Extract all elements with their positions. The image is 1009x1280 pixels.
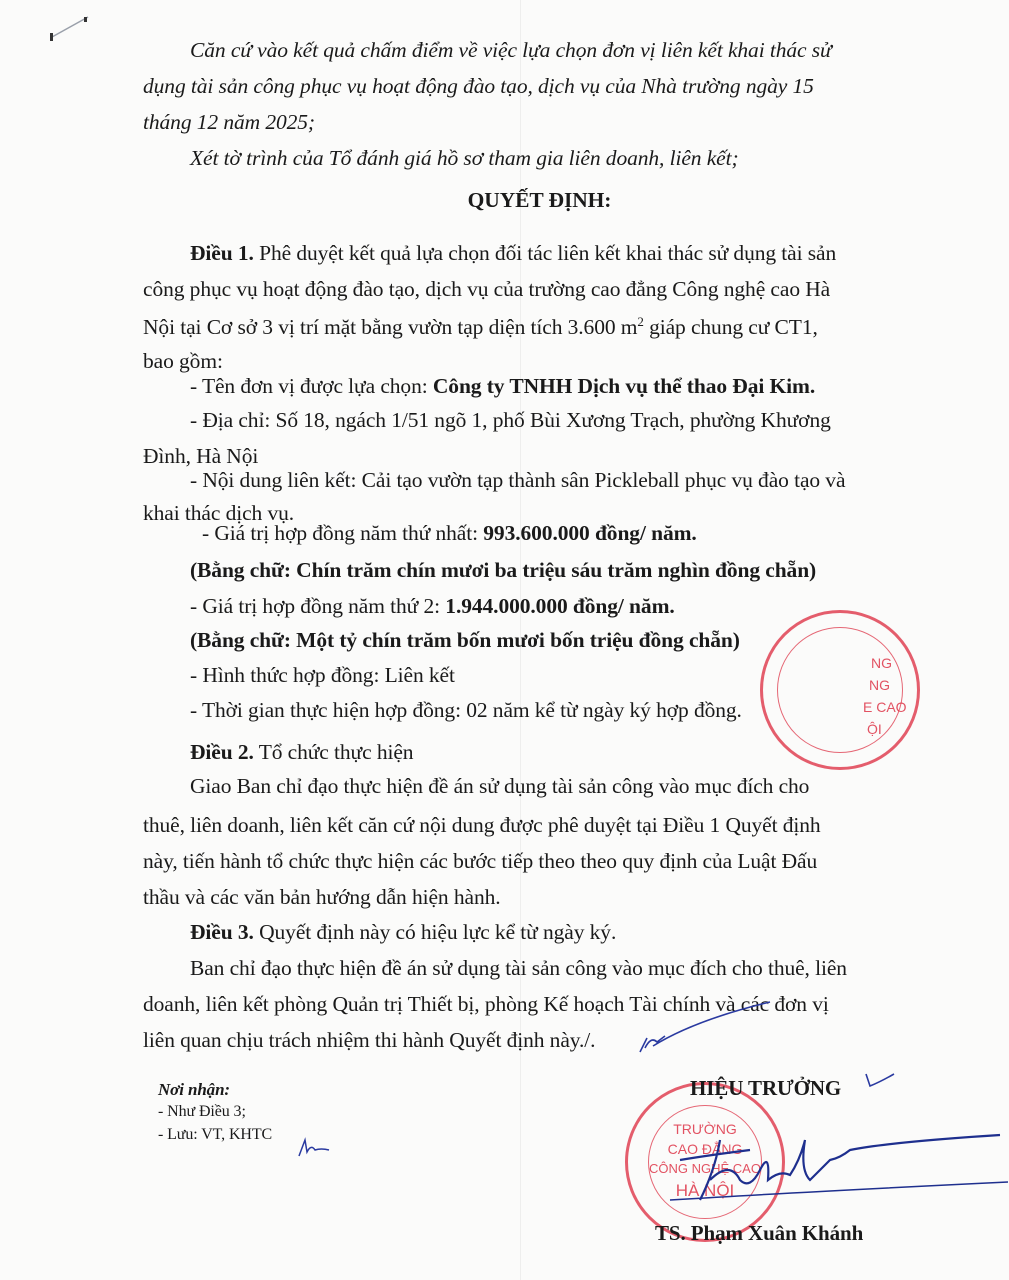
stamp-text: TRƯỜNG bbox=[673, 1121, 737, 1137]
stamp-text: NG bbox=[869, 677, 890, 693]
recipient-initial-icon bbox=[295, 1132, 335, 1160]
selected-unit-value: Công ty TNHH Dịch vụ thể thao Đại Kim. bbox=[432, 374, 816, 398]
value-year-1-words: (Bằng chữ: Chín trăm chín mươi ba triệu sáu trăm nghìn đồng chẵn) bbox=[190, 558, 817, 582]
value-year-1-label: - Giá trị hợp đồng năm thứ nhất: bbox=[202, 521, 484, 545]
article-1-text: Phê duyệt kết quả lựa chọn đối tác liên kết khai thác sử dụng tài sản bbox=[253, 241, 837, 265]
article-3-title: Quyết định này có hiệu lực kể từ ngày ký. bbox=[253, 920, 617, 944]
stamp-text: HÀ NỘI bbox=[675, 1181, 735, 1200]
address-line-1: - Địa chỉ: Số 18, ngách 1/51 ngõ 1, phố Bùi Xương Trạch, phường Khương bbox=[190, 408, 831, 432]
initial-mark-icon bbox=[635, 1000, 775, 1060]
preamble-line-2: dụng tài sản công phục vụ hoạt động đào tạo, dịch vụ của Nhà trường ngày 15 bbox=[143, 74, 814, 98]
contract-duration: - Thời gian thực hiện hợp đồng: 02 năm kể từ ngày ký hợp đồng. bbox=[190, 698, 742, 722]
content-line-1: - Nội dung liên kết: Cải tạo vườn tạp thành sân Pickleball phục vụ đào tạo và bbox=[190, 468, 846, 492]
article-2-line-2: thuê, liên doanh, liên kết căn cứ nội dung được phê duyệt tại Điều 1 Quyết định bbox=[143, 813, 821, 837]
recipients-title: Nơi nhận: bbox=[158, 1080, 230, 1099]
selected-unit-line bbox=[190, 376, 815, 398]
preamble-line-3: tháng 12 năm 2025; bbox=[143, 110, 315, 134]
stamp-mask bbox=[0, 600, 862, 780]
area-unit-superscript: 2 bbox=[637, 314, 644, 329]
stamp-text: E CAO bbox=[863, 699, 907, 715]
signer-name: TS. Phạm Xuân Khánh bbox=[655, 1221, 864, 1245]
article-1-line-3a: Nội tại Cơ sở 3 vị trí mặt bằng vườn tạp diện tích 3.600 m bbox=[143, 315, 638, 339]
decision-heading: QUYẾT ĐỊNH: bbox=[467, 188, 612, 212]
selected-unit-label: - Tên đơn vị được lựa chọn: bbox=[190, 374, 433, 398]
article-1-line-1 bbox=[190, 243, 836, 265]
signature-tick-icon bbox=[860, 1060, 900, 1090]
value-year-1: 993.600.000 đồng/ năm. bbox=[483, 521, 697, 545]
recipient-item: - Như Điều 3; bbox=[158, 1103, 246, 1120]
article-2-title-line bbox=[190, 742, 413, 764]
recipient-item: - Lưu: VT, KHTC bbox=[158, 1126, 273, 1143]
preamble-line-1: Căn cứ vào kết quả chấm điểm về việc lựa chọn đơn vị liên kết khai thác sử bbox=[190, 38, 832, 62]
article-3-line-3: liên quan chịu trách nhiệm thi hành Quyết định này./. bbox=[143, 1028, 596, 1052]
article-3-title-line bbox=[190, 922, 616, 944]
article-3-label: Điều 3. bbox=[190, 920, 254, 944]
value-year-2-label: - Giá trị hợp đồng năm thứ 2: bbox=[190, 594, 446, 618]
stamp-text: CAO ĐẲNG bbox=[667, 1141, 743, 1157]
preamble-line-4: Xét tờ trình của Tổ đánh giá hồ sơ tham gia liên doanh, liên kết; bbox=[190, 146, 739, 170]
stamp-text: CÔNG NGHỆ CAO bbox=[649, 1161, 761, 1176]
article-2-line-3: này, tiến hành tổ chức thực hiện các bước tiếp theo theo quy định của Luật Đấu bbox=[143, 849, 818, 873]
article-3-line-1: Ban chỉ đạo thực hiện đề án sử dụng tài sản công vào mục đích cho thuê, liên bbox=[190, 956, 847, 980]
article-1-label: Điều 1. bbox=[190, 241, 254, 265]
article-1-line-4: bao gồm: bbox=[143, 349, 223, 373]
article-2-label: Điều 2. bbox=[190, 740, 254, 764]
value-year-2-words: (Bằng chữ: Một tỷ chín trăm bốn mươi bốn triệu đồng chẵn) bbox=[190, 628, 740, 652]
article-2-line-4: thầu và các văn bản hướng dẫn hiện hành. bbox=[143, 885, 501, 909]
contract-form: - Hình thức hợp đồng: Liên kết bbox=[190, 663, 455, 687]
value-year-1-line bbox=[202, 523, 697, 545]
article-1-line-3b: giáp chung cư CT1, bbox=[643, 315, 818, 339]
content-line-2: khai thác dịch vụ. bbox=[143, 501, 295, 525]
article-3-line-2: doanh, liên kết phòng Quản trị Thiết bị, phòng Kế hoạch Tài chính và các đơn vị bbox=[143, 992, 829, 1016]
address-line-2: Đình, Hà Nội bbox=[143, 444, 259, 468]
stamp-text: ỘI bbox=[867, 721, 882, 737]
signer-position: HIỆU TRƯỞNG bbox=[690, 1076, 842, 1100]
scan-artifact-icon bbox=[40, 5, 100, 45]
article-2-title: Tổ chức thực hiện bbox=[253, 740, 414, 764]
value-year-2: 1.944.000.000 đồng/ năm. bbox=[445, 594, 675, 618]
handwritten-signature-icon bbox=[640, 1120, 1009, 1210]
article-2-line-1: Giao Ban chỉ đạo thực hiện đề án sử dụng tài sản công vào mục đích cho bbox=[190, 774, 810, 798]
article-1-line-2: công phục vụ hoạt động đào tạo, dịch vụ của trường cao đẳng Công nghệ cao Hà bbox=[143, 277, 831, 301]
article-1-line-3 bbox=[143, 315, 818, 339]
stamp-text: NG bbox=[871, 655, 892, 671]
